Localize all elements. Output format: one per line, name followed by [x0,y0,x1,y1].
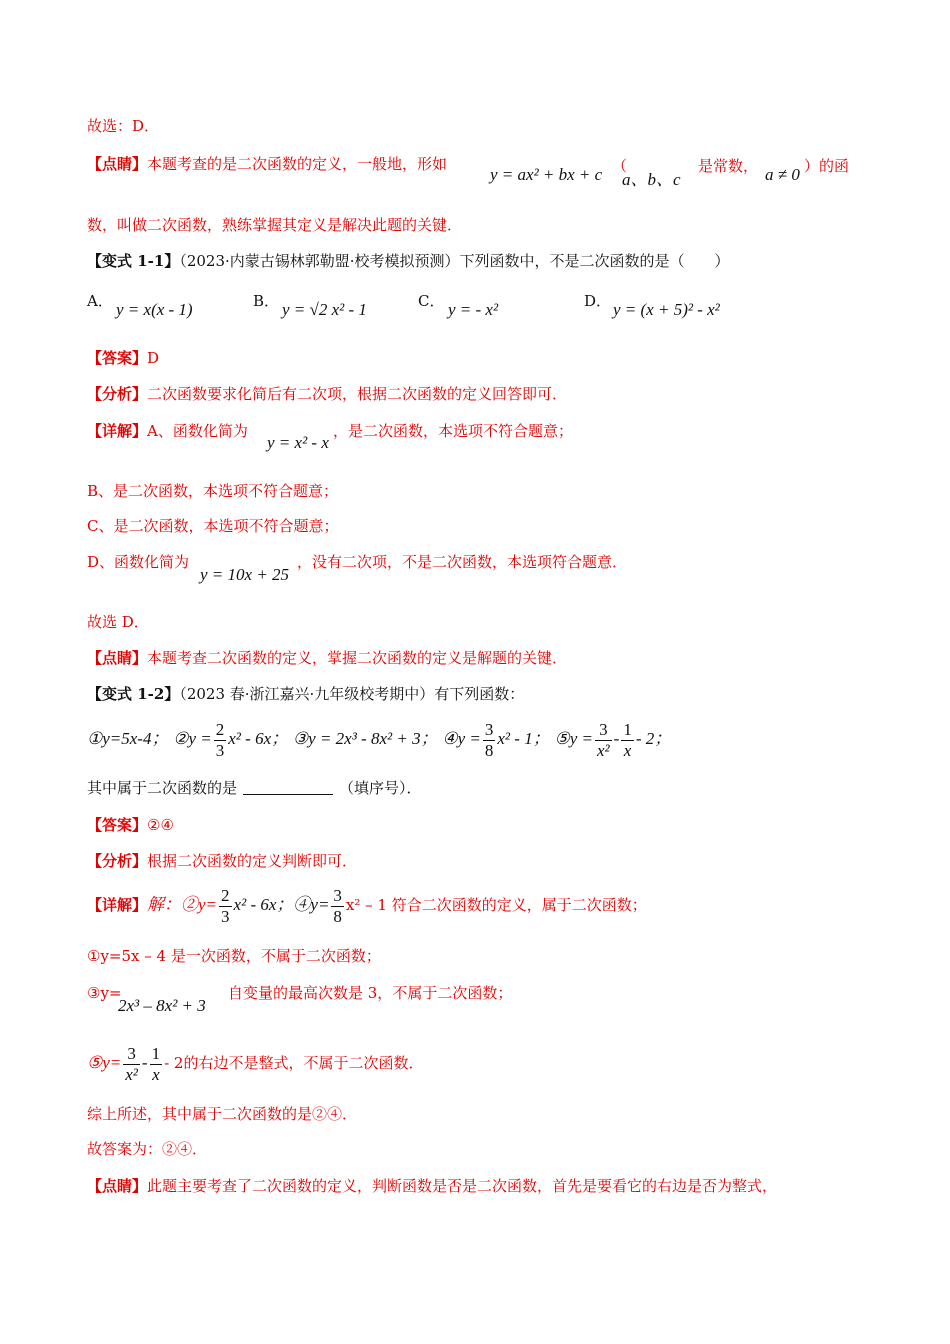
detail-func-1: ①y=5x – 4 是一次函数，不属于二次函数； [87,947,381,965]
function-list [87,716,671,762]
func-5-post: - 2； [635,729,672,748]
func-5-minus: - [613,729,620,748]
analysis-text: 二次函数要求化简后有二次项，根据二次函数的定义回答即可． [147,385,568,403]
question-line [87,777,422,799]
tip-text-q2: 此题主要考查了二次函数的定义，判断函数是否是二次函数，首先是要看它的右边是否为整式， [147,1177,778,1195]
answer-blank[interactable] [243,794,333,795]
answer-label: 【答案】 [87,349,148,367]
option-d-formula: y = (x + 5)² - x² [613,300,720,319]
tip-label: 【点睛】 [87,155,148,173]
option-a-letter: A． [87,292,113,310]
detail-c-line: C、是二次函数，本选项不符合题意； [87,517,339,535]
detail-a-formula: y = x² - x [267,433,329,452]
answer-label-2: 【答案】 [87,816,148,834]
detail-pre: 解：②y= [147,895,218,914]
tip-line-q1 [87,647,567,669]
detail-a-pre: A、函数化简为 [147,422,248,440]
answer-value: D [147,349,160,367]
final-answer-line: 故答案为：②④． [87,1140,208,1158]
detail-b-line: B、是二次函数，本选项不符合题意； [87,482,339,500]
question-text-b: （填序号）． [339,779,422,797]
detail-func-3-post: 自变量的最高次数是 3，不属于二次函数； [228,984,513,1002]
abc-symbols: a、b、c [622,170,681,189]
detail-d-formula: y = 10x + 25 [200,565,290,584]
func-5-frac-1: $\frac{3}{\text{x²}}$ [597,719,610,760]
option-d-letter: D． [584,292,612,310]
option-b-formula: y = √2 x² - 1 [282,300,367,319]
detail-frac-2: $\frac{3}{8}$ [333,885,342,926]
tip-text-a: 本题考查的是二次函数的定义，一般地，形如 [147,155,448,173]
func-3: ③y = 2x³ - 8x² + 3； [292,729,438,748]
variant-1-1-source: （2023·内蒙古锡林郭勒盟·校考模拟预测）下列函数中，不是二次函数的是（ ） [179,252,730,270]
tip-text-q1: 本题考查二次函数的定义，掌握二次函数的定义是解题的关键． [147,649,568,667]
detail-func-5 [87,1040,423,1086]
answer-line-1 [87,347,159,369]
choose-line-1: 故选 D． [87,613,149,631]
line5-minus: - [141,1053,148,1072]
tip-label-q2: 【点睛】 [87,1177,148,1195]
detail-d-post: ，没有二次项，不是二次函数，本选项符合题意． [297,553,628,571]
tip-paren-close: ）的函 [804,157,850,175]
func-4-frac: $\frac{3}{8}$ [484,719,494,760]
variant-1-2-label: 【变式 1-2】 [87,685,180,703]
detail-a-line [87,420,248,442]
detail-label-2: 【详解】 [87,896,148,914]
detail-a-post: ，是二次函数，本选项不符合题意； [333,422,574,440]
detail-frac-1: $\frac{2}{3}$ [221,885,230,926]
detail-func-3-pre: ③y= [87,984,122,1002]
tip-line-q2 [87,1175,777,1197]
func-4-pre: ④y = [442,729,481,748]
tip-label-q1: 【点睛】 [87,649,148,667]
general-form-formula: y = ax² + bx + c [490,165,603,184]
a-nonzero-condition: a ≠ 0 [765,165,800,184]
answer-value-2: ②④ [147,816,174,834]
detail-post: x² – 1 符合二次函数的定义，属于二次函数； [345,896,647,914]
line5-frac-2: $\frac{1}{x}$ [151,1043,161,1084]
question-text-a: 其中属于二次函数的是 [87,779,238,797]
choose-d-line: 故选：D． [87,117,160,135]
detail-mid: x² - 6x；④y= [233,895,330,914]
variant-1-1-label: 【变式 1-1】 [87,252,180,270]
analysis-label-2: 【分析】 [87,852,148,870]
analysis-label: 【分析】 [87,385,148,403]
tip-paren-open: （ [612,157,628,175]
line5-frac-1: $\frac{3}{\text{x²}}$ [125,1043,138,1084]
answer-line-2 [87,814,174,836]
analysis-text-2: 根据二次函数的定义判断即可． [147,852,358,870]
detail-line-2 [87,882,647,928]
func-2-post: x² - 6x； [228,729,289,748]
option-b-letter: B． [253,292,280,310]
func-2-pre: ②y = [173,729,212,748]
func-4-post: x² - 1； [497,729,550,748]
func-2-frac: $\frac{2}{3}$ [215,719,225,760]
line5-pre: ⑤y= [87,1053,122,1072]
detail-func-3-formula: 2x³ – 8x² + 3 [118,996,206,1015]
tip-line-2: 数，叫做二次函数，熟练掌握其定义是解决此题的关键． [87,216,463,234]
variant-1-2-source: （2023 春·浙江嘉兴·九年级校考期中）有下列函数： [179,685,525,703]
variant-1-2-header [87,683,524,705]
func-1: ①y=5x-4； [87,729,169,748]
detail-label: 【详解】 [87,422,148,440]
option-c-letter: C． [418,292,445,310]
func-5-frac-2: $\frac{1}{x}$ [623,719,632,760]
detail-d-pre: D、函数化简为 [87,553,190,571]
summary-line: 综上所述，其中属于二次函数的是②④． [87,1105,358,1123]
analysis-line-2 [87,850,357,872]
analysis-line-1 [87,383,567,405]
func-5-pre: ⑤y = [554,729,593,748]
option-c-formula: y = - x² [448,300,499,319]
tip-const-text: 是常数， [698,157,759,175]
option-a-formula: y = x(x - 1) [116,300,193,319]
line5-post: - 2的右边不是整式，不属于二次函数． [164,1054,424,1072]
variant-1-1-header [87,250,730,272]
tip-line-1 [87,153,447,175]
